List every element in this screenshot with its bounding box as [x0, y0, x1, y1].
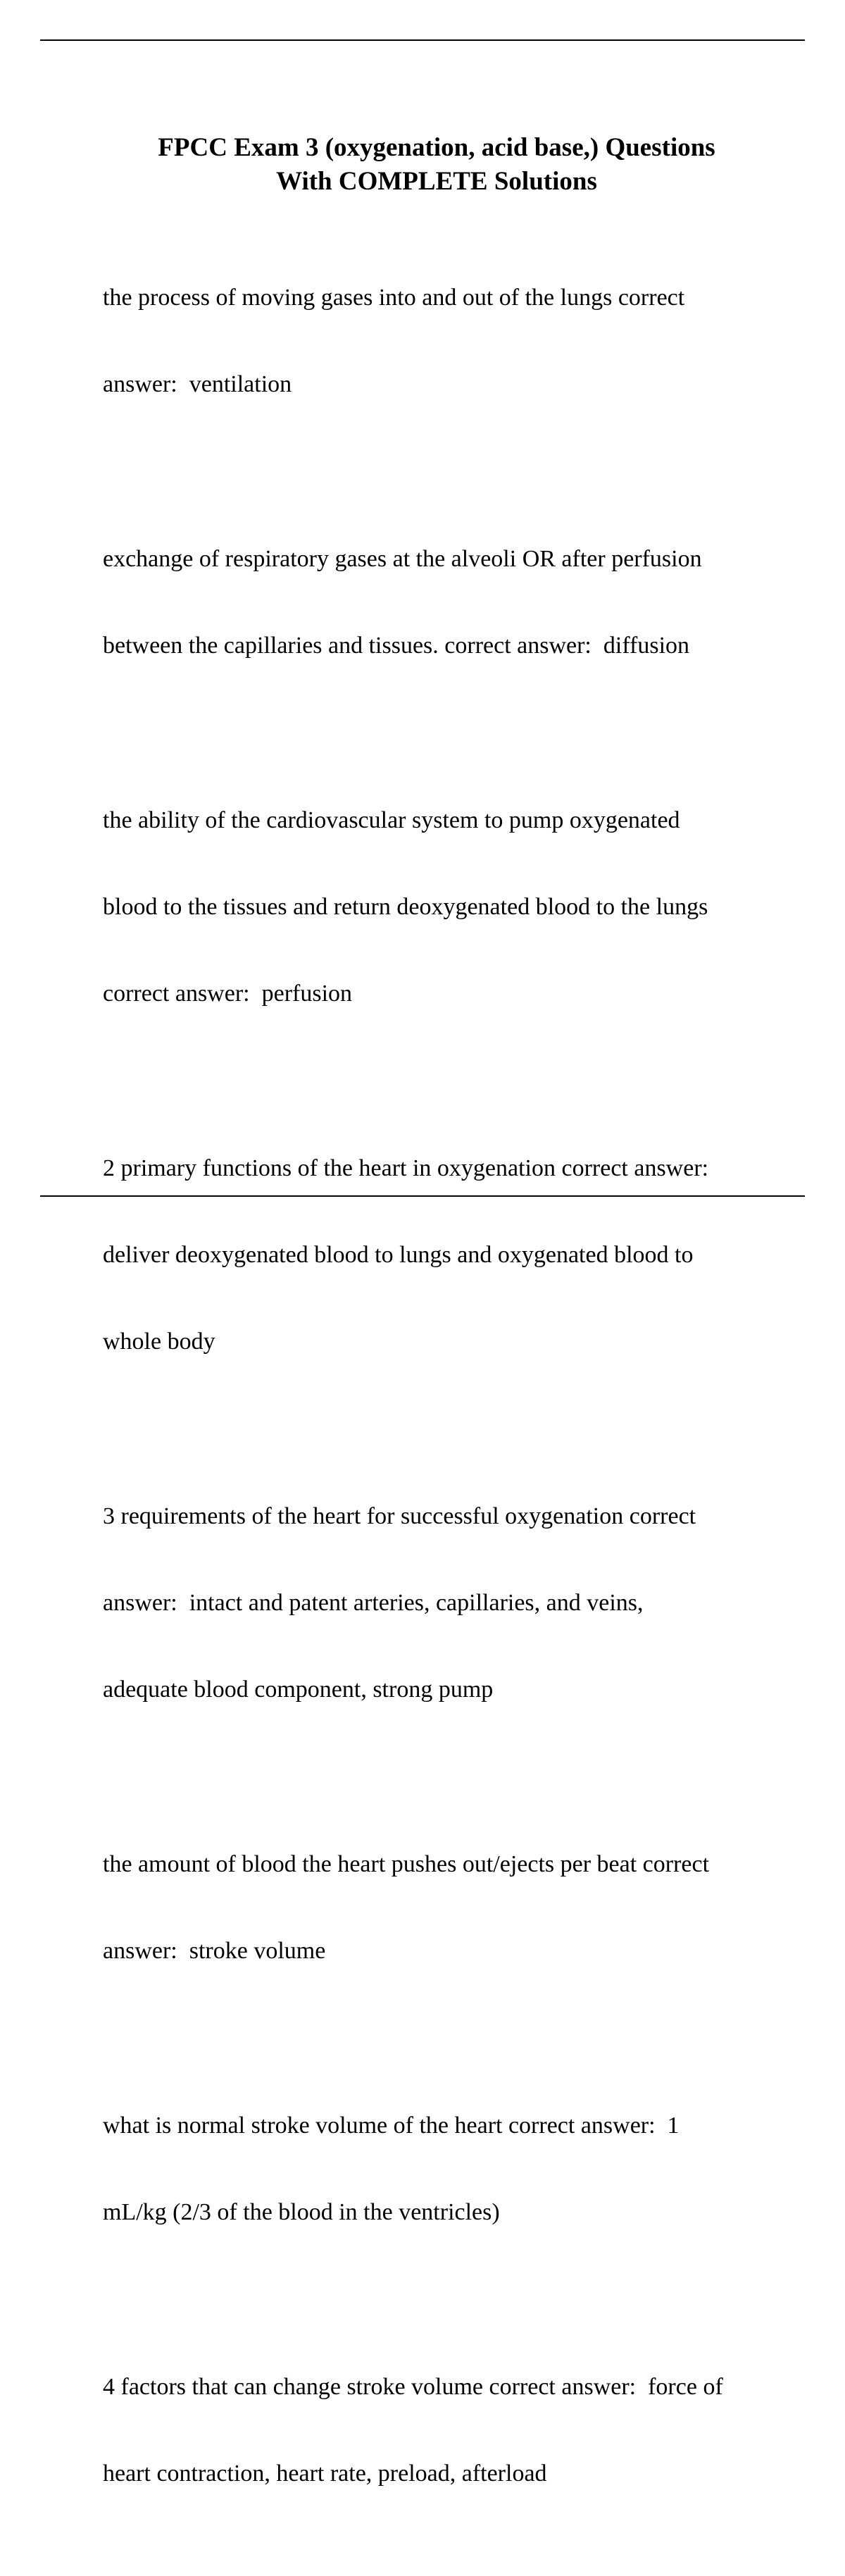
qa-item [103, 1792, 772, 2023]
qa-line: answer: ventilation [103, 371, 292, 397]
qa-line: adequate blood component, strong pump [103, 1676, 494, 1703]
qa-line: the amount of blood the heart pushes out/ejects per beat correct [103, 1851, 710, 1877]
qa-line: answer: stroke volume [103, 1938, 326, 1964]
qa-line: 3 requirements of the heart for successful oxygenation correct [103, 1503, 696, 1529]
qa-line: mL/kg (2/3 of the blood in the ventricles) [103, 2199, 500, 2225]
qa-line: whole body [103, 1329, 215, 1355]
qa-line: answer: intact and patent arteries, capillaries, and veins, [103, 1590, 644, 1616]
bottom-rule [40, 1195, 805, 1197]
qa-item [103, 1096, 772, 1414]
qa-line: deliver deoxygenated blood to lungs and oxygenated blood to [103, 1242, 694, 1268]
top-rule [40, 39, 805, 41]
qa-item [103, 225, 772, 456]
qa-line: 4 factors that can change stroke volume correct answer: force of [103, 2374, 723, 2400]
qa-line: between the capillaries and tissues. correct answer: diffusion [103, 633, 690, 659]
qa-line: heart contraction, heart rate, preload, afterload [103, 2460, 547, 2487]
qa-line: exchange of respiratory gases at the alveoli OR after perfusion [103, 546, 702, 572]
qa-item [103, 1444, 772, 1762]
qa-line: correct answer: perfusion [103, 981, 353, 1007]
title-line-1: FPCC Exam 3 (oxygenation, acid base,) Questions [158, 133, 715, 162]
qa-line: the process of moving gases into and out of the lungs correct [103, 285, 685, 311]
qa-item [103, 487, 772, 718]
qa-list [103, 225, 772, 2576]
title-line-2: With COMPLETE Solutions [276, 167, 597, 196]
qa-line: the ability of the cardiovascular system to pump oxygenated [103, 807, 680, 833]
qa-line: 2 primary functions of the heart in oxygenation correct answer: [103, 1155, 709, 1181]
qa-line: what is normal stroke volume of the heart correct answer: 1 [103, 2113, 680, 2139]
qa-item [103, 2315, 772, 2546]
qa-item [103, 748, 772, 1066]
qa-line: blood to the tissues and return deoxygenated blood to the lungs [103, 894, 708, 920]
qa-item [103, 2053, 772, 2284]
document-title [70, 131, 803, 199]
